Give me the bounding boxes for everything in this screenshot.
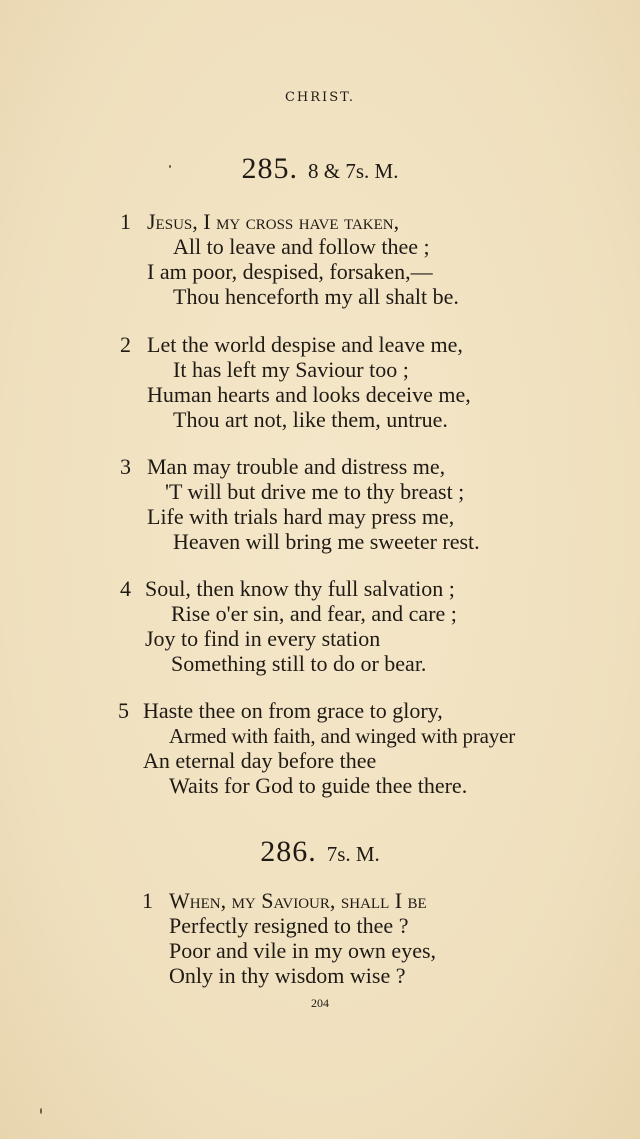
verse-line: Let the world despise and leave me, bbox=[147, 332, 463, 357]
verse-line: 'T will but drive me to thy breast ; bbox=[165, 479, 465, 504]
verse-line: Something still to do or bear. bbox=[171, 651, 427, 676]
verse-line: Life with trials hard may press me, bbox=[147, 504, 455, 529]
stanza-number: 1 bbox=[142, 888, 153, 913]
verse-line: It has left my Saviour too ; bbox=[173, 357, 409, 382]
hymn-heading-285 bbox=[0, 152, 640, 186]
verse-line: Heaven will bring me sweeter rest. bbox=[173, 529, 480, 554]
verse-line: When, my Saviour, shall I be bbox=[169, 888, 427, 913]
stanza-number: 5 bbox=[118, 698, 129, 723]
verse-line: Poor and vile in my own eyes, bbox=[169, 938, 437, 963]
verse-line: Waits for God to guide thee there. bbox=[169, 773, 468, 798]
hymn-meter: 7s. M. bbox=[326, 842, 380, 866]
verse-line: Perfectly resigned to thee ? bbox=[169, 913, 409, 938]
verse-line: Rise o'er sin, and fear, and care ; bbox=[171, 601, 457, 626]
hymn-number: 286. bbox=[260, 835, 317, 868]
verse-line: Jesus, I my cross have taken, bbox=[147, 209, 400, 234]
verse-line: Thou henceforth my all shalt be. bbox=[173, 284, 459, 309]
running-head: CHRIST. bbox=[284, 90, 355, 105]
verse-line: Soul, then know thy full salvation ; bbox=[145, 576, 455, 601]
paper-speck bbox=[169, 165, 171, 168]
verse-line: I am poor, despised, forsaken,— bbox=[147, 259, 433, 284]
verse-line: Armed with faith, and winged with prayer bbox=[169, 724, 515, 748]
stanza-number: 4 bbox=[120, 576, 131, 601]
stanza-number: 2 bbox=[120, 332, 131, 357]
verse-line: Haste thee on from grace to glory, bbox=[143, 698, 443, 723]
verse-line: All to leave and follow thee ; bbox=[173, 234, 430, 259]
verse-line: Thou art not, like them, untrue. bbox=[173, 407, 448, 432]
hymn-heading-286 bbox=[0, 835, 640, 869]
paper-speck bbox=[40, 1108, 42, 1114]
hymn-number: 285. bbox=[241, 152, 299, 185]
verse-line: Man may trouble and distress me, bbox=[147, 454, 446, 479]
stanza-number: 3 bbox=[120, 454, 131, 479]
verse-line: Human hearts and looks deceive me, bbox=[147, 382, 471, 407]
verse-line: An eternal day before thee bbox=[143, 748, 377, 773]
hymn-meter: 8 & 7s. M. bbox=[308, 159, 399, 183]
verse-line: Only in thy wisdom wise ? bbox=[169, 963, 406, 988]
verse-line: Joy to find in every station bbox=[145, 626, 381, 651]
page-number: 204 bbox=[311, 996, 329, 1010]
stanza-number: 1 bbox=[120, 209, 131, 234]
